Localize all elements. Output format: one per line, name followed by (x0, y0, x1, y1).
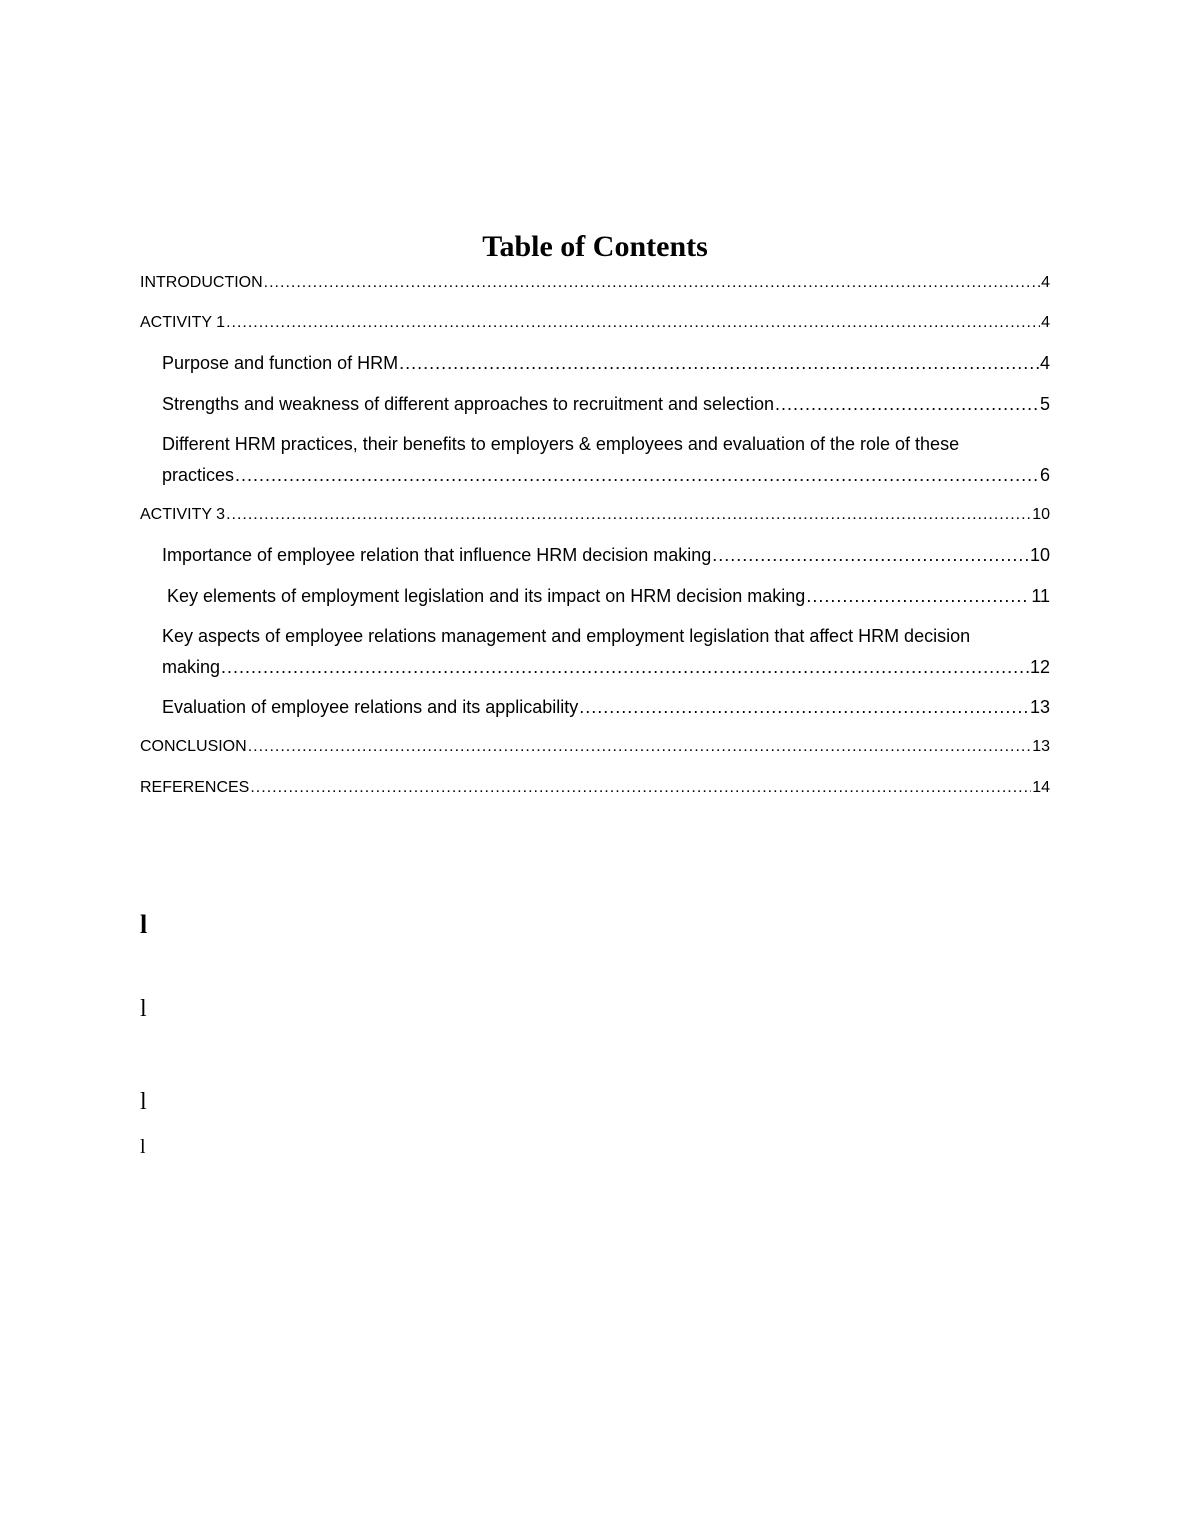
toc-page-number: 12 (1029, 657, 1050, 677)
toc-entry-label: REFERENCES (140, 779, 250, 796)
toc-entry-references[interactable] (140, 775, 1050, 801)
toc-page-number: 5 (1039, 394, 1050, 414)
toc-entry-label-line1: Key aspects of employee relations management and employment legislation that affect HRM decision (162, 626, 971, 646)
toc-entry-strengths-weakness[interactable] (140, 391, 1050, 417)
stray-mark: l (140, 1136, 146, 1158)
toc-page-number: 10 (1032, 506, 1050, 523)
dot-leader (226, 310, 1040, 336)
toc-entry-label: ACTIVITY 3 (140, 506, 226, 523)
toc-page-number: 4 (1039, 353, 1050, 373)
toc-entry-label: Evaluation of employee relations and its applicability (162, 697, 579, 717)
toc-entry-label: practices (162, 465, 235, 485)
toc-entry-label: Strengths and weakness of different approaches to recruitment and selection (162, 394, 775, 414)
toc-entry-key-elements-legislation[interactable] (140, 583, 1050, 609)
toc-entry-label: CONCLUSION (140, 738, 247, 755)
dot-leader (221, 654, 1029, 680)
toc-entry-conclusion[interactable] (140, 734, 1050, 760)
toc-entry-activity-1[interactable] (140, 310, 1050, 336)
toc-entry-different-hrm-practices[interactable] (140, 431, 1050, 488)
toc-entry-evaluation-employee-relations[interactable] (140, 694, 1050, 720)
toc-page-number: 4 (1041, 274, 1050, 291)
toc-entry-introduction[interactable] (140, 270, 1050, 296)
toc-entry-label-line1: Different HRM practices, their benefits to employers & employees and evaluation of the role of these (162, 434, 960, 454)
dot-leader (248, 734, 1032, 760)
stray-mark: l (140, 996, 147, 1022)
toc-page-number: 10 (1029, 545, 1050, 565)
toc-entry-key-aspects-relations[interactable] (140, 623, 1050, 680)
dot-leader (250, 775, 1031, 801)
stray-mark: l (140, 910, 148, 939)
dot-leader (806, 583, 1030, 609)
toc-page-number: 13 (1029, 697, 1050, 717)
toc-page-number: 14 (1032, 779, 1050, 796)
toc-entry-activity-3[interactable] (140, 502, 1050, 528)
toc-page-number: 11 (1031, 586, 1050, 606)
toc-entry-label: INTRODUCTION (140, 274, 263, 291)
dot-leader (775, 391, 1039, 417)
stray-mark: l (140, 1089, 147, 1115)
toc-page-number: 13 (1032, 738, 1050, 755)
dot-leader (579, 694, 1029, 720)
toc-entry-purpose-function-hrm[interactable] (140, 350, 1050, 376)
toc-entry-label: Key elements of employment legislation and its impact on HRM decision making (162, 586, 806, 606)
dot-leader (264, 270, 1040, 296)
dot-leader (235, 462, 1039, 488)
toc-page-number: 6 (1039, 465, 1050, 485)
toc-entry-importance-employee-relation[interactable] (140, 542, 1050, 568)
dot-leader (226, 502, 1031, 528)
toc-entry-label: Purpose and function of HRM (162, 353, 399, 373)
toc-page-number: 4 (1041, 314, 1050, 331)
toc-title: Table of Contents (482, 230, 708, 263)
dot-leader (399, 350, 1039, 376)
toc-entry-label: Importance of employee relation that influence HRM decision making (162, 545, 712, 565)
dot-leader (712, 542, 1029, 568)
toc-entry-label: making (162, 657, 221, 677)
toc-entry-label: ACTIVITY 1 (140, 314, 226, 331)
